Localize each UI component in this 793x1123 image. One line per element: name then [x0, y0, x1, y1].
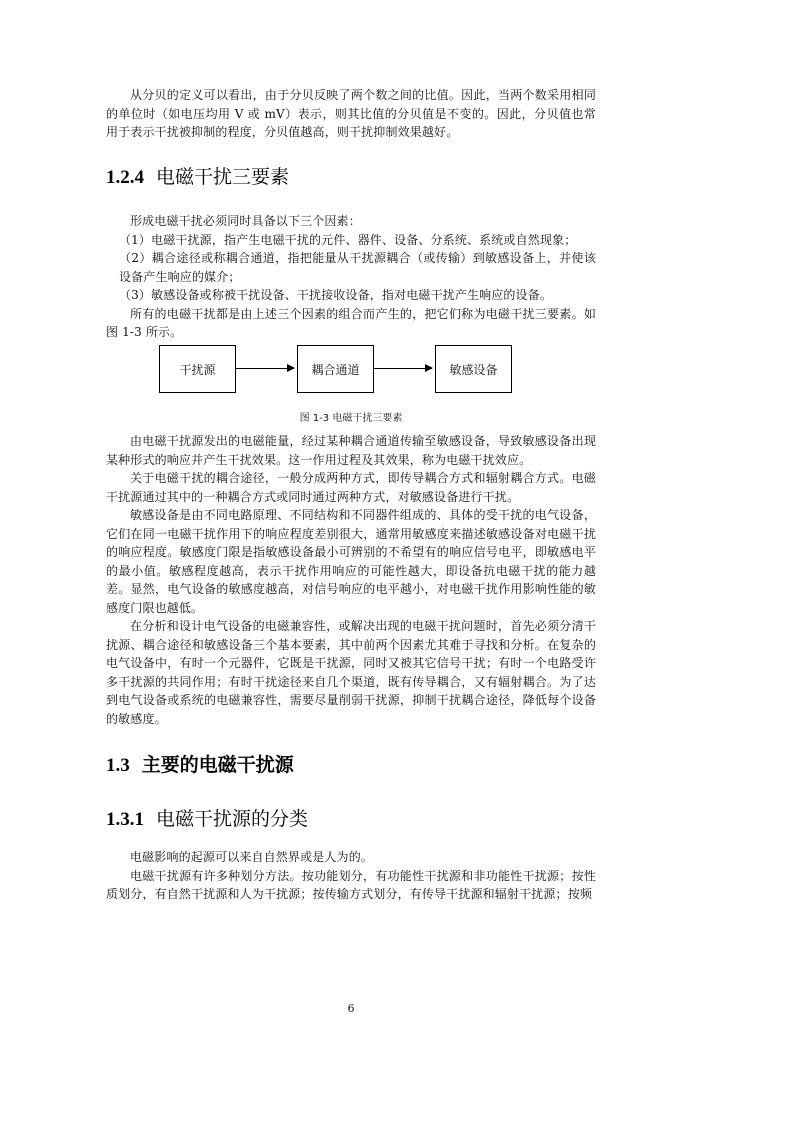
interference-source-box: 干扰源 — [159, 345, 236, 393]
arrow-right-icon — [236, 368, 294, 369]
section-number: 1.3.1 — [106, 809, 144, 830]
paragraph: 电磁影响的起源可以来自自然界或是人为的。 — [130, 850, 374, 864]
intro-block — [106, 86, 596, 142]
list-item-2: （2）耦合途径或称耦合通道，指把能量从干扰源耦合（或传输）到敏感设备上，并使该设备产生响应的媒介； — [119, 251, 596, 284]
paragraph: 由电磁干扰源发出的电磁能量，经过某种耦合通道传输至敏感设备，导致敏感设备出现某种形式的响应并产生干扰效果。这一作用过程及其效果，称为电磁干扰效应。 — [106, 434, 596, 467]
section-title: 电磁干扰源的分类 — [156, 808, 309, 830]
paragraph: 关于电磁干扰的耦合途径，一般分成两种方式，即传导耦合方式和辐射耦合方式。电磁干扰源通过其中的一种耦合方式或同时通过两种方式，对敏感设备进行干扰。 — [106, 471, 596, 504]
paragraph: 在分析和设计电气设备的电磁兼容性，或解决出现的电磁干扰问题时，首先必须分清干扰源、耦合途径和敏感设备三个基本要素，其中前两个因素尤其难于寻找和分析。在复杂的电气设备中，有时一个元器件，它既是干扰源，同时又被其它信号干扰；有时一个电路受许多干扰源的共同作用；有时干扰途径来自几个渠道，既有传导耦合，又有辐射耦合。为了达到电气设备或系统的电磁兼容性，需要尽量削弱干扰源，抑制干扰耦合途径，降低每个设备的敏感度。 — [106, 619, 596, 726]
figure-1-3-diagram — [159, 345, 513, 393]
section-heading-1-2-4 — [106, 162, 289, 189]
section-heading-1-3-1 — [106, 804, 308, 831]
list-item-3: （3）敏感设备或称被干扰设备、干扰接收设备，指对电磁干扰产生响应的设备。 — [119, 288, 553, 302]
paragraph: 敏感设备是由不同电路原理、不同结构和不同器件组成的、具体的受干扰的电气设备，它们在同一电磁干扰作用下的响应程度差别很大，通常用敏感度来描述敏感设备对电磁干扰的响应程度。敏感度门限是指敏感设备最小可辨别的不希望有的响应信号电平，即敏感电平的最小值。敏感程度越高，表示干扰作用响应的可能性越大，即设备抗电磁干扰的能力越差。显然，电气设备的敏感度越高，对信号响应的电平越小，对电磁干扰作用影响性能的敏感度门限也越低。 — [106, 508, 596, 615]
section-title: 主要的电磁干扰源 — [141, 754, 294, 776]
classification-block — [106, 848, 596, 904]
sensitive-device-box: 敏感设备 — [435, 345, 512, 393]
lead-paragraph: 形成电磁干扰必须同时具备以下三个因素： — [130, 214, 361, 228]
section-number: 1.2.4 — [106, 167, 144, 188]
section-number: 1.3 — [106, 755, 130, 776]
figure-caption: 图 1-3 电磁干扰三要素 — [299, 413, 403, 424]
arrow-right-icon — [374, 368, 432, 369]
section-heading-1-3 — [106, 750, 294, 777]
three-elements-block — [106, 212, 596, 342]
page-number: 6 — [347, 1002, 355, 1015]
intro-paragraph: 从分贝的定义可以看出，由于分贝反映了两个数之间的比值。因此，当两个数采用相同的单位时（如电压均用 V 或 mV）表示，则其比值的分贝值是不变的。因此，分贝值也常用于表示干扰被抑制的程度，分贝值越高，则干扰抑制效果越好。 — [106, 88, 596, 139]
section-title: 电磁干扰三要素 — [156, 166, 290, 188]
after-figure-block — [106, 432, 596, 728]
list-item-1: （1）电磁干扰源，指产生电磁干扰的元件、器件、设备、分系统、系统或自然现象； — [119, 232, 577, 247]
closing-paragraph: 所有的电磁干扰都是由上述三个因素的组合而产生的，把它们称为电磁干扰三要素。如图 1-3 所示。 — [106, 306, 596, 339]
paragraph: 电磁干扰源有许多种划分方法。按功能划分，有功能性干扰源和非功能性干扰源；按性质划分，有自然干扰源和人为干扰源；按传输方式划分，有传导干扰源和辐射干扰源；按频 — [106, 868, 596, 901]
coupling-channel-box: 耦合通道 — [297, 345, 374, 393]
